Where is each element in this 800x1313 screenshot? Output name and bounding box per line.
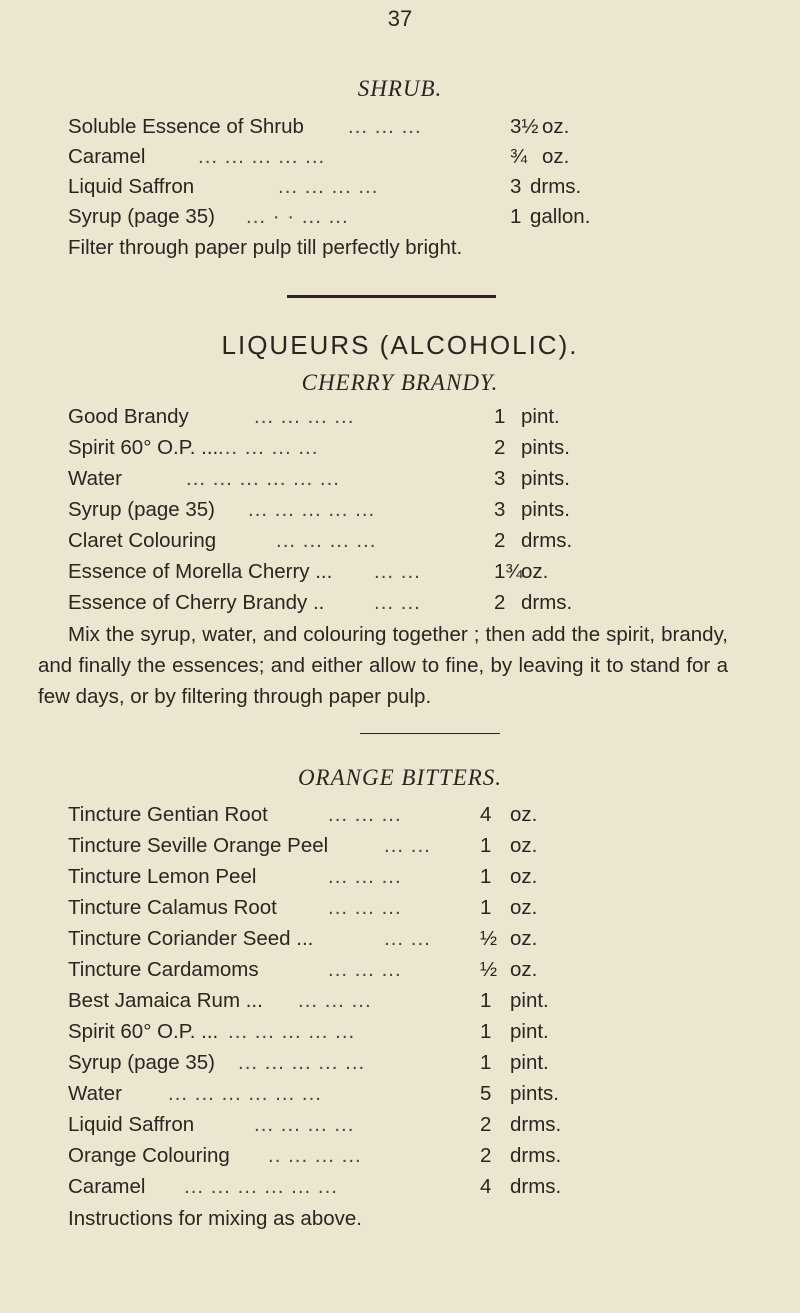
- ingredient-name: Syrup (page 35): [68, 498, 216, 521]
- ingredient-qty: 5: [480, 1082, 492, 1105]
- cherry-brandy-title: CHERRY BRANDY.: [301, 370, 499, 395]
- ingredient-unit: drms.: [521, 591, 573, 614]
- leader-dots: ... · · ... ...: [246, 205, 349, 228]
- ingredient-name: Tincture Seville Orange Peel: [68, 834, 329, 857]
- ingredient-qty: 1: [480, 1051, 492, 1074]
- ingredient-name: Tincture Lemon Peel: [68, 865, 257, 888]
- ingredient-qty: 2: [494, 591, 506, 614]
- ingredient-unit: oz.: [510, 927, 538, 950]
- leader-dots: ... ...: [384, 834, 431, 857]
- ingredient-qty: 1: [480, 896, 492, 919]
- ingredient-qty: 1: [510, 205, 522, 228]
- ingredient-unit: drms.: [530, 175, 582, 198]
- cherry-brandy-instructions: Mix the syrup, water, and colouring together ; then add the spirit, brandy, and finally the essences; and either allow to fine, by leaving it to stand for a few days, or by filtering through paper pulp.: [38, 623, 728, 708]
- ingredient-qty: 2: [480, 1113, 492, 1136]
- leader-dots: ... ... ...: [348, 115, 422, 138]
- ingredient-name: Spirit 60° O.P. ...: [68, 436, 219, 459]
- ingredient-unit: pint.: [510, 1020, 549, 1043]
- ingredient-name: Caramel: [68, 1175, 146, 1198]
- ingredient-qty: 2: [480, 1144, 492, 1167]
- ingredient-qty: ½: [480, 958, 498, 981]
- ingredient-name: Tincture Cardamoms: [68, 958, 259, 981]
- ingredient-qty: 1: [494, 405, 506, 428]
- ingredient-unit: pint.: [510, 989, 549, 1012]
- ingredient-unit: pints.: [521, 498, 570, 521]
- ingredient-unit: pints.: [510, 1082, 559, 1105]
- leader-dots: ... ... ...: [328, 865, 402, 888]
- leader-dots: ... ... ...: [328, 803, 402, 826]
- leader-dots: ... ... ... ... ... ...: [168, 1082, 322, 1105]
- ingredient-name: Water: [68, 1082, 122, 1105]
- ingredient-unit: drms.: [510, 1175, 562, 1198]
- ingredient-unit: pint.: [521, 405, 560, 428]
- ingredient-name: Soluble Essence of Shrub: [68, 115, 304, 138]
- ingredient-qty: 1¾: [494, 560, 523, 583]
- leader-dots: ... ... ... ... ...: [198, 145, 326, 168]
- leader-dots: ... ... ...: [328, 958, 402, 981]
- leader-dots: ... ... ...: [328, 896, 402, 919]
- ingredient-unit: oz.: [510, 865, 538, 888]
- ingredient-unit: gallon.: [530, 205, 591, 228]
- ingredient-qty: 3: [510, 175, 522, 198]
- ingredient-name: Caramel: [68, 145, 146, 168]
- ingredient-qty: 4: [480, 1175, 492, 1198]
- leader-dots: ... ... ... ... ...: [238, 1051, 366, 1074]
- ingredient-unit: oz.: [510, 834, 538, 857]
- leader-dots: ... ... ...: [298, 989, 372, 1012]
- ingredient-qty: 3: [494, 467, 506, 490]
- ingredient-name: Spirit 60° O.P. ...: [68, 1020, 219, 1043]
- ingredient-name: Orange Colouring: [68, 1144, 230, 1167]
- leader-dots: ... ... ... ...: [254, 405, 355, 428]
- leader-dots: ... ... ... ...: [276, 529, 377, 552]
- leader-dots: ... ... ... ...: [278, 175, 379, 198]
- leader-dots: ... ... ... ... ...: [248, 498, 376, 521]
- ingredient-qty: ½: [480, 927, 498, 950]
- ingredient-name: Good Brandy: [68, 405, 189, 428]
- ingredient-qty: 2: [494, 529, 506, 552]
- ingredient-qty: 2: [494, 436, 506, 459]
- leader-dots: ... ...: [384, 927, 431, 950]
- liqueurs-heading: LIQUEURS (ALCOHOLIC).: [221, 330, 579, 360]
- orange-bitters-note: Instructions for mixing as above.: [68, 1207, 362, 1230]
- shrub-title: SHRUB.: [357, 76, 443, 101]
- leader-dots: ... ... ... ...: [254, 1113, 355, 1136]
- leader-dots: ... ...: [374, 591, 421, 614]
- ingredient-qty: 3: [494, 498, 506, 521]
- ingredient-unit: pints.: [521, 467, 570, 490]
- leader-dots: ... ... ... ... ...: [228, 1020, 356, 1043]
- ingredient-unit: oz.: [510, 803, 538, 826]
- leader-dots: ... ...: [374, 560, 421, 583]
- ingredient-name: Essence of Morella Cherry ...: [68, 560, 333, 583]
- ingredient-qty: 3½: [510, 115, 539, 138]
- ingredient-unit: oz.: [542, 115, 570, 138]
- ingredient-name: Liquid Saffron: [68, 175, 195, 198]
- ingredient-unit: pint.: [510, 1051, 549, 1074]
- leader-dots: ... ... ... ... ... ...: [186, 467, 340, 490]
- ingredient-name: Essence of Cherry Brandy ..: [68, 591, 325, 614]
- ingredient-name: Tincture Coriander Seed ...: [68, 927, 314, 950]
- section-divider: [287, 295, 496, 298]
- shrub-note: Filter through paper pulp till perfectly bright.: [68, 236, 463, 259]
- ingredient-name: Syrup (page 35): [68, 1051, 216, 1074]
- ingredient-qty: 1: [480, 1020, 492, 1043]
- ingredient-unit: oz.: [521, 560, 549, 583]
- ingredient-qty: 4: [480, 803, 492, 826]
- ingredient-unit: oz.: [542, 145, 570, 168]
- page-number: 37: [387, 6, 413, 31]
- ingredient-unit: oz.: [510, 958, 538, 981]
- orange-bitters-title: ORANGE BITTERS.: [297, 765, 503, 790]
- ingredient-qty: 1: [480, 989, 492, 1012]
- leader-dots: ... ... ... ...: [218, 436, 319, 459]
- ingredient-name: Best Jamaica Rum ...: [68, 989, 263, 1012]
- ingredient-name: Tincture Calamus Root: [68, 896, 277, 919]
- leader-dots: ... ... ... ... ... ...: [184, 1175, 338, 1198]
- ingredient-name: Water: [68, 467, 122, 490]
- ingredient-name: Tincture Gentian Root: [68, 803, 268, 826]
- ingredient-unit: drms.: [521, 529, 573, 552]
- ingredient-qty: ¾: [510, 145, 528, 168]
- ingredient-name: Syrup (page 35): [68, 205, 216, 228]
- ingredient-qty: 1: [480, 834, 492, 857]
- ingredient-name: Liquid Saffron: [68, 1113, 195, 1136]
- ingredient-unit: drms.: [510, 1144, 562, 1167]
- ingredient-unit: pints.: [521, 436, 570, 459]
- ingredient-qty: 1: [480, 865, 492, 888]
- leader-dots: .. ... ... ...: [268, 1144, 362, 1167]
- section-divider: [360, 733, 500, 734]
- ingredient-name: Claret Colouring: [68, 529, 217, 552]
- ingredient-unit: oz.: [510, 896, 538, 919]
- ingredient-unit: drms.: [510, 1113, 562, 1136]
